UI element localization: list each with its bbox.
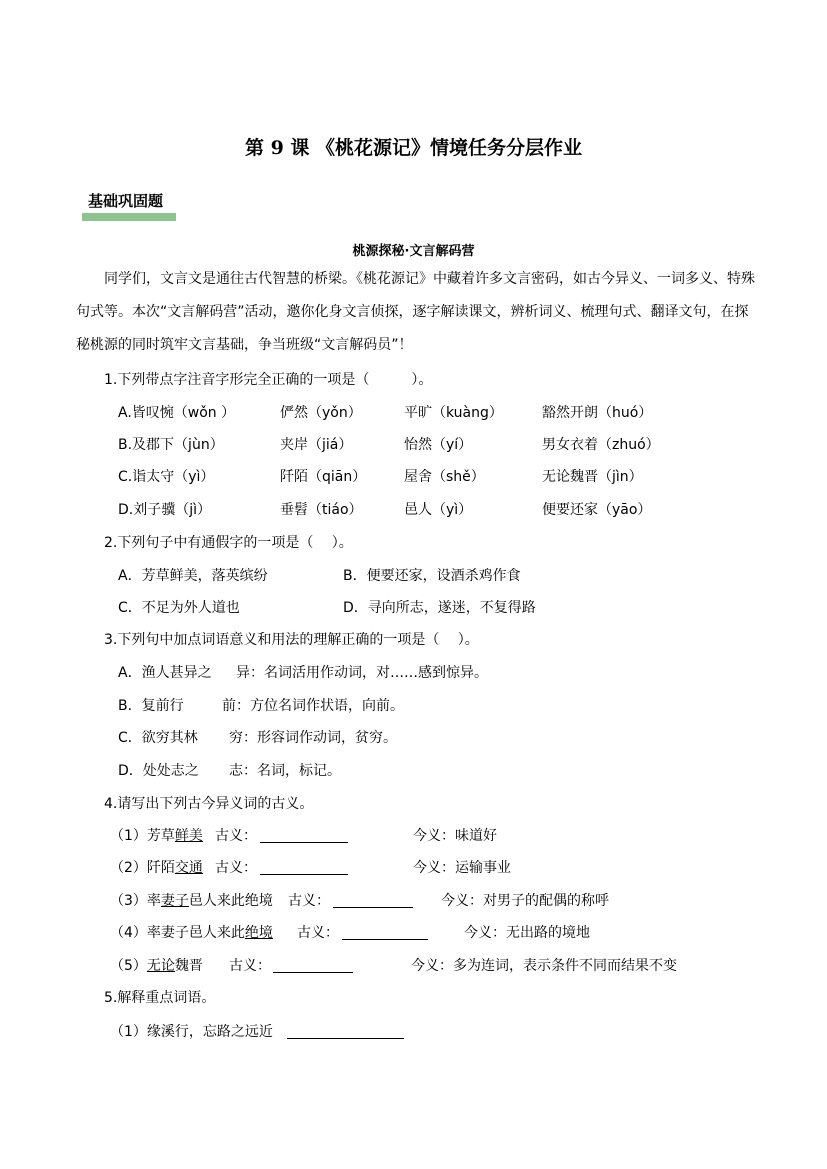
q3-option-c-phrase: C．欲穷其林	[118, 730, 198, 746]
item-number: （1）	[110, 828, 147, 844]
q4-item-1-gu: 古义：	[215, 828, 257, 844]
q4-item-2-gu: 古义：	[215, 860, 257, 876]
q1-option-b-4: 男女衣着（zhuó）	[542, 437, 660, 453]
item-text: 率妻子邑人来此	[146, 925, 245, 941]
q5-stem: 5.解释重点词语。	[104, 990, 216, 1006]
q4-item-5-answer-blank[interactable]	[273, 956, 353, 973]
q1-option-c-4: 无论魏晋（jìn）	[542, 469, 643, 485]
q1-option-b-2: 夹岸（jiá）	[280, 437, 353, 453]
section-underline	[82, 213, 176, 221]
q4-item-1	[110, 825, 203, 845]
q4-item-4-gu: 古义：	[297, 925, 339, 941]
q1-option-c-3: 屋舍（shě）	[404, 469, 485, 485]
q4-item-4-answer-blank[interactable]	[342, 923, 428, 940]
page-title: 第 9 课 《桃花源记》情境任务分层作业	[244, 137, 583, 159]
item-number: （4）	[110, 925, 147, 941]
q1-option-b-3: 怡然（yí）	[404, 437, 473, 453]
q4-item-5-gu: 古义：	[229, 958, 271, 974]
q1-option-d-2: 垂髫（tiáo）	[280, 502, 363, 518]
target-word: 鲜美	[174, 828, 203, 844]
target-word: 无论	[146, 958, 175, 974]
target-word: 妻子	[160, 893, 189, 909]
q1-option-b-1: B.及郡下（jùn）	[118, 437, 224, 453]
q1-option-d-1: D.刘子骥（jì）	[118, 502, 212, 518]
q4-item-4-jin: 今义：无出路的境地	[464, 925, 590, 941]
item-text: 率	[146, 893, 161, 909]
q4-item-3-jin: 今义：对男子的配偶的称呼	[441, 893, 609, 909]
q2-option-a: A．芳草鲜美，落英缤纷	[118, 568, 268, 584]
item-text: 阡陌	[146, 860, 175, 876]
q4-item-2-jin: 今义：运输事业	[413, 860, 511, 876]
q4-item-1-jin: 今义：味道好	[413, 828, 497, 844]
q1-option-a-4: 豁然开朗（huó）	[542, 405, 653, 421]
q4-item-3-gu: 古义：	[288, 893, 330, 909]
q1-option-a-1: A.皆叹惋（wǒn ）	[118, 405, 236, 421]
item-number: （5）	[110, 958, 147, 974]
q2-option-c: C．不足为外人道也	[118, 600, 240, 616]
target-word: 绝境	[244, 925, 273, 941]
q1-option-c-2: 阡陌（qiān）	[280, 469, 367, 485]
q5-item-1-answer-blank[interactable]	[287, 1022, 404, 1039]
q4-item-2-answer-blank[interactable]	[260, 858, 348, 875]
q4-item-5	[110, 955, 203, 975]
q4-item-3-answer-blank[interactable]	[333, 891, 413, 908]
q3-option-a-phrase: A．渔人甚异之	[118, 665, 212, 681]
item-text: 芳草	[146, 828, 175, 844]
q1-option-a-3: 平旷（kuàng）	[404, 405, 503, 421]
intro-paragraph: 同学们，文言文是通往古代智慧的桥梁。《桃花源记》中藏着许多文言密码，如古今异义、一词多义、特殊句式等。本次“文言解码营”活动，邀你化身文言侦探，逐字解读课文，辨析词义、梳理句式、翻译文句，在探秘桃源的同时筑牢文言基础，争当班级“文言解码员”！	[76, 271, 755, 353]
q3-stem: 3.下列句中加点词语意义和用法的理解正确的一项是（ ）。	[104, 632, 479, 648]
activity-title: 桃源探秘·文言解码营	[352, 244, 475, 259]
q4-item-5-jin: 今义：多为连词，表示条件不同而结果不变	[411, 958, 677, 974]
q1-option-d-3: 邑人（yì）	[404, 502, 473, 518]
q3-option-d-phrase: D．处处志之	[118, 763, 199, 779]
q4-item-1-answer-blank[interactable]	[260, 826, 348, 843]
q5-item-1	[110, 1021, 273, 1041]
q3-option-b-explain: 前：方位名词作状语，向前。	[222, 698, 404, 714]
item-number: （3）	[110, 893, 147, 909]
item-number: （1）	[110, 1024, 147, 1040]
item-text-rest: 魏晋	[174, 958, 203, 974]
target-word: 交通	[174, 860, 203, 876]
section-label: 基础巩固题	[88, 192, 164, 210]
q4-item-3	[110, 890, 273, 910]
q2-option-b: B．便要还家，设酒杀鸡作食	[343, 568, 521, 584]
q1-option-c-1: C.诣太守（yì）	[118, 469, 215, 485]
q3-option-a-explain: 异：名词活用作动词，对……感到惊异。	[236, 665, 488, 681]
q1-option-a-2: 俨然（yǒn）	[280, 405, 362, 421]
q3-option-c-explain: 穷：形容词作动词，贫穷。	[229, 730, 397, 746]
q4-item-4	[110, 922, 273, 942]
q4-item-2	[110, 857, 203, 877]
q2-option-d: D．寻向所志，遂迷，不复得路	[343, 600, 536, 616]
q3-option-b-phrase: B．复前行	[118, 698, 184, 714]
q1-stem: 1.下列带点字注音字形完全正确的一项是（ ）。	[104, 372, 433, 388]
q4-stem: 4.请写出下列古今异义词的古义。	[104, 796, 314, 812]
item-text: 缘溪行，忘路之远近	[146, 1024, 273, 1040]
item-number: （2）	[110, 860, 147, 876]
q1-option-d-4: 便要还家（yāo）	[542, 502, 652, 518]
item-text-rest: 邑人来此绝境	[188, 893, 273, 909]
q3-option-d-explain: 志：名词，标记。	[229, 763, 341, 779]
q2-stem: 2.下列句子中有通假字的一项是（ ）。	[104, 535, 353, 551]
